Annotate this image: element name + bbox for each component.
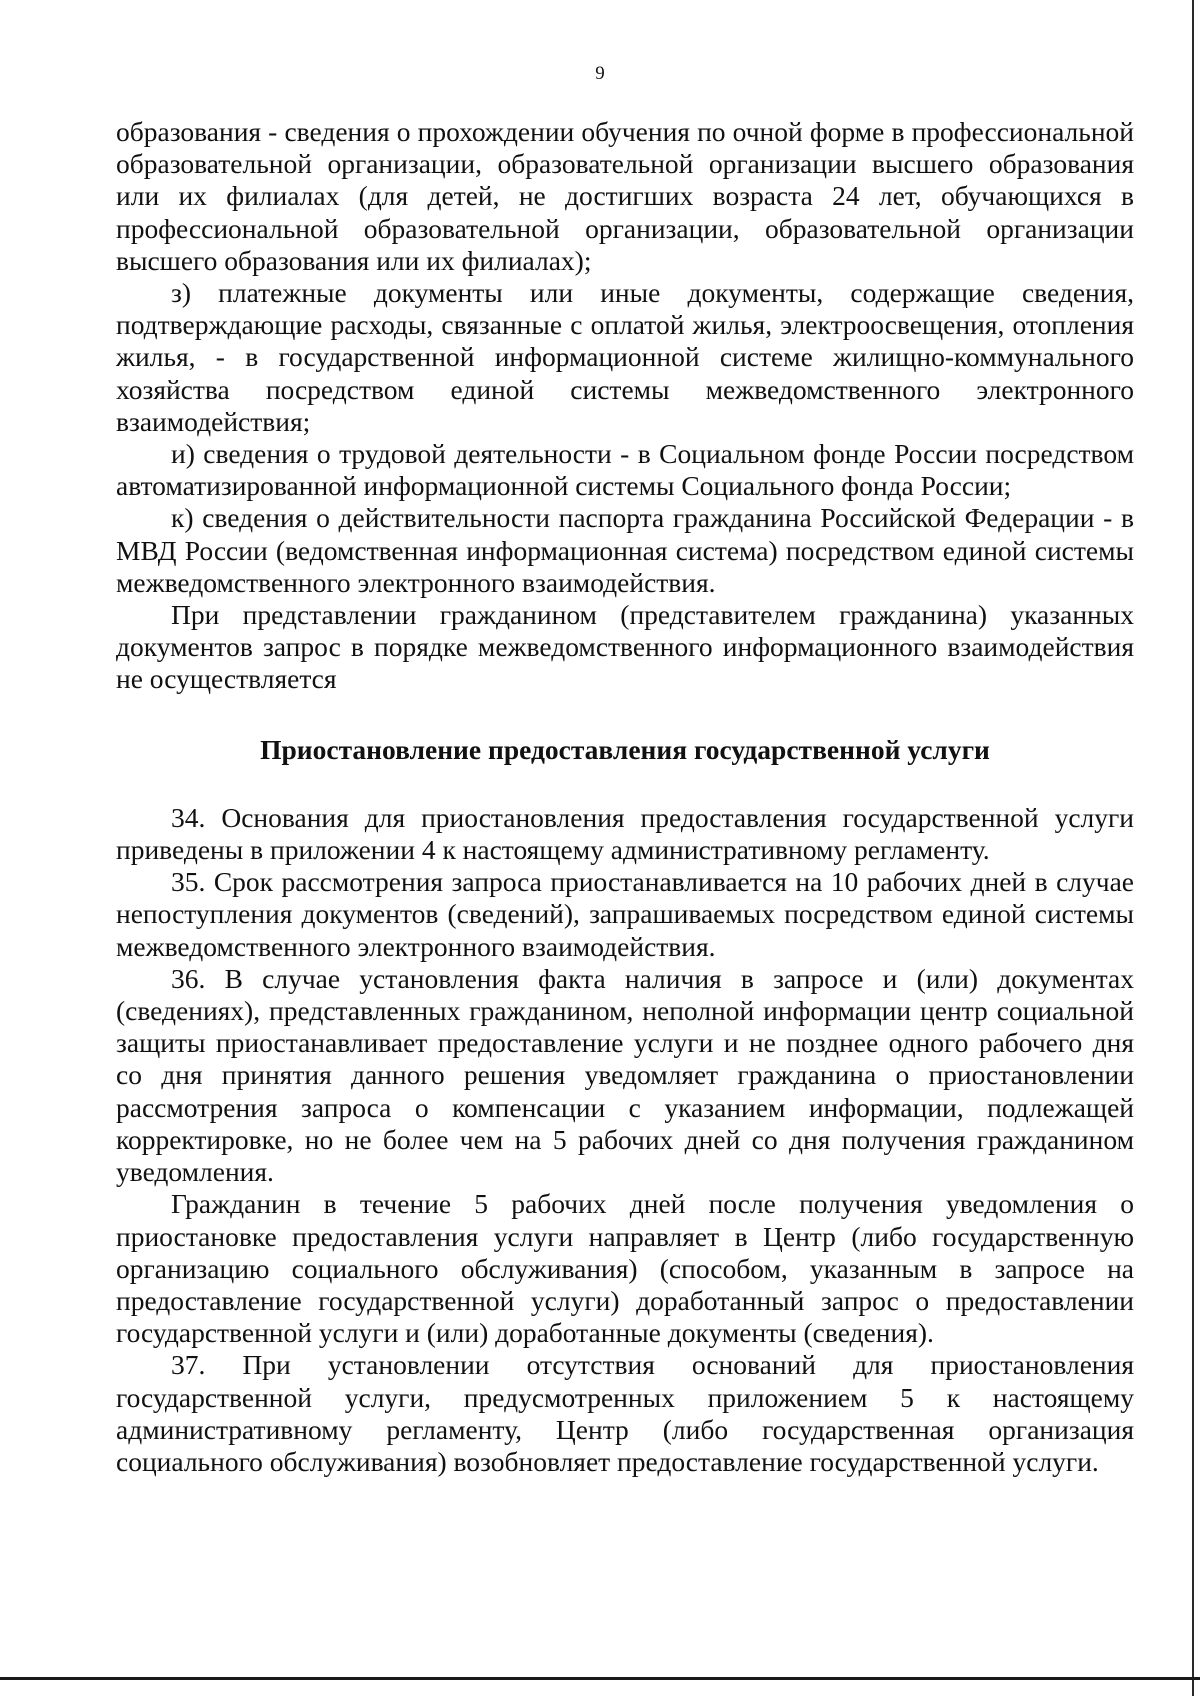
document-body: [116, 116, 1134, 1478]
paragraph-36: 36. В случае установления факта наличия в запросе и (или) документах (сведениях), представленных гражданином, неполной информации центр социальной защиты приостанавливает предоставление услуги и не позднее одного рабочего дня со дня принятия данного решения уведомляет гражданина о приостановлении рассмотрения запроса о компенсации с указанием информации, подлежащей корректировке, но не более чем на 5 рабочих дней со дня получения гражданином уведомления.: [116, 962, 1134, 1188]
paragraph-education-continuation: образования - сведения о прохождении обучения по очной форме в профессиональной образовательной организации, образовательной организации высшего образования или их филиалах (для детей, не достигших возраста 24 лет, обучающихся в профессиональной образовательной организации, образовательной организации высшего образования или их филиалах);: [116, 116, 1134, 276]
paragraph-item-k: к) сведения о действительности паспорта гражданина Российской Федерации - в МВД России (ведомственная информационная система) посредством единой системы межведомственного электронного взаимодействия.: [116, 502, 1134, 598]
paragraph-35: 35. Срок рассмотрения запроса приостанавливается на 10 рабочих дней в случае непоступления документов (сведений), запрашиваемых посредством единой системы межведомственного электронного взаимодействия.: [116, 866, 1134, 962]
paragraph-37: 37. При установлении отсутствия оснований для приостановления государственной услуги, предусмотренных приложением 5 к настоящему административному регламенту, Центр (либо государственная организация социального обслуживания) возобновляет предоставление государственной услуги.: [116, 1349, 1134, 1477]
scan-bottom-line: [0, 1677, 1200, 1680]
paragraph-item-z: з) платежные документы или иные документы, содержащие сведения, подтверждающие расходы, связанные с оплатой жилья, электроосвещения, отопления жилья, - в государственной информационной системе жилищно-коммунального хозяйства посредством единой системы межведомственного электронного взаимодействия;: [116, 277, 1134, 437]
paragraph-citizen-resubmission: Гражданин в течение 5 рабочих дней после получения уведомления о приостановке предоставления услуги направляет в Центр (либо государственную организацию социального обслуживания) (способом, указанным в запросе на предоставление государственной услуги) доработанный запрос о предоставлении государственной услуги и (или) доработанные документы (сведения).: [116, 1188, 1134, 1349]
section-heading: Приостановление предоставления государственной услуги: [260, 733, 990, 765]
page-number: 9: [595, 63, 605, 84]
paragraph-no-request-note: При представлении гражданином (представителем гражданина) указанных документов запрос в порядке межведомственного информационного взаимодействия не осуществляется: [116, 599, 1134, 695]
paragraph-item-i: и) сведения о трудовой деятельности - в Социальном фонде России посредством автоматизированной информационной системы Социального фонда России;: [116, 438, 1134, 502]
scan-edge-line: [1192, 0, 1194, 1696]
paragraph-34: 34. Основания для приостановления предоставления государственной услуги приведены в приложении 4 к настоящему административному регламенту.: [116, 801, 1134, 866]
